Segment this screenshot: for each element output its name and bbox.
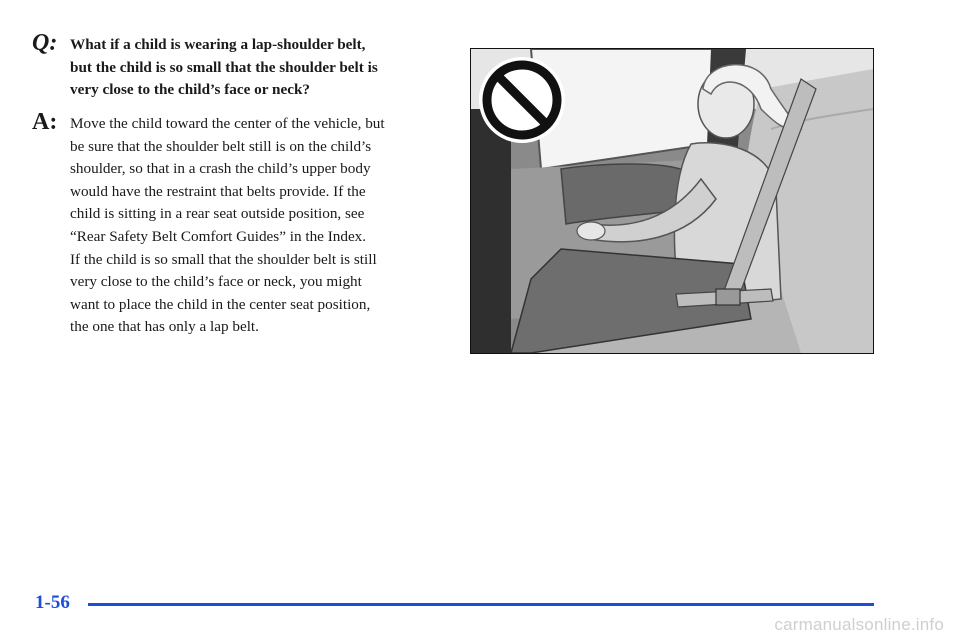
question-line: very close to the child’s face or neck? — [70, 81, 310, 99]
answer-line: shoulder, so that in a crash the child’s upper body — [70, 160, 371, 178]
question-line: What if a child is wearing a lap-shoulder belt, — [70, 36, 366, 53]
prohibition-icon — [477, 55, 567, 145]
answer-line: Move the child toward the center of the vehicle, but — [70, 115, 385, 132]
answer-line: want to place the child in the center seat position, — [70, 295, 371, 313]
answer-line: very close to the child’s face or neck, you might — [70, 273, 362, 291]
answer-marker: A: — [32, 109, 58, 135]
answer-text — [70, 113, 452, 339]
question-line: but the child is so small that the shoulder belt is — [70, 58, 378, 76]
answer-line: the one that has only a lap belt. — [70, 318, 259, 336]
answer-block — [32, 109, 452, 339]
answer-line: “Rear Safety Belt Comfort Guides” in the Index. — [70, 227, 367, 245]
question-text — [70, 34, 452, 102]
answer-line: would have the restraint that belts provide. If the — [70, 182, 366, 200]
watermark: carmanualsonline.info — [774, 615, 944, 634]
question-marker: Q: — [32, 30, 58, 56]
question-block — [32, 30, 452, 102]
page-number: 1-56 — [35, 592, 70, 613]
answer-line: child is sitting in a rear seat outside position, see — [70, 205, 365, 223]
answer-line: If the child is so small that the shoulder belt is still — [70, 250, 377, 268]
footer-rule — [88, 603, 874, 606]
answer-line: be sure that the shoulder belt still is on the child’s — [70, 137, 372, 155]
child-seatbelt-photo — [470, 48, 874, 354]
